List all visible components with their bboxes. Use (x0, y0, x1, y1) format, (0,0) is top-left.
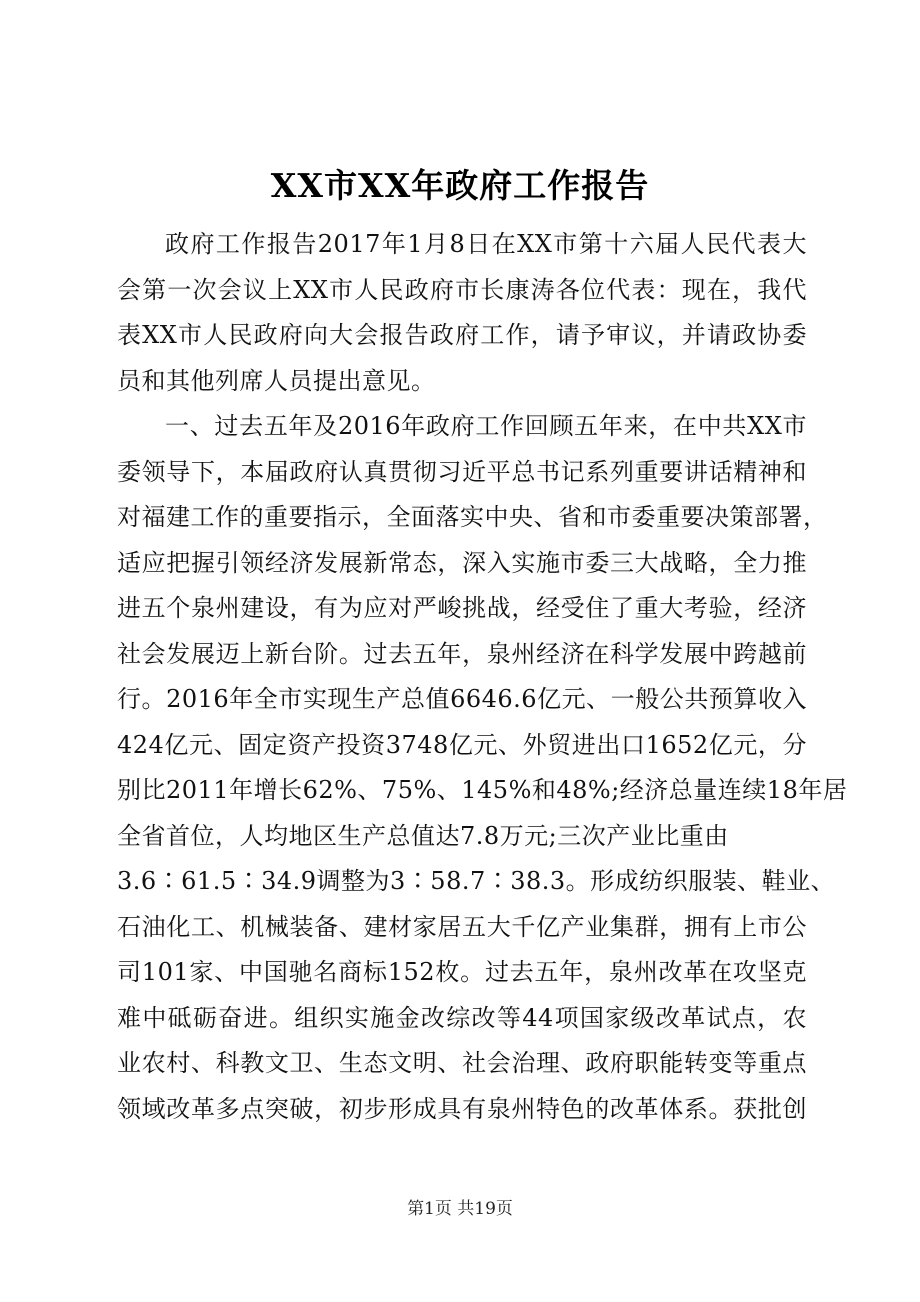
paragraph-1-line-3: 表XX市人民政府向大会报告政府工作，请予审议，并请政协委 (117, 321, 807, 349)
paragraph-2-line-10: 全省首位，人均地区生产总值达7.8万元;三次产业比重由 (117, 821, 729, 850)
paragraph-2-line-6: 社会发展迈上新台阶。过去五年，泉州经济在科学发展中跨越前 (117, 639, 807, 668)
paragraph-2-line-7: 行。2016年全市实现生产总值6646.6亿元、一般公共预算收入 (117, 685, 807, 713)
paragraph-2-line-8: 424亿元、固定资产投资3748亿元、外贸进出口1652亿元，分 (117, 730, 807, 759)
paragraph-2-line-13: 司101家、中国驰名商标152枚。过去五年，泉州改革在攻坚克 (117, 958, 807, 986)
paragraph-1-line-2: 会第一次会议上XX市人民政府市长康涛各位代表：现在，我代 (117, 275, 807, 304)
paragraph-2-line-3: 对福建工作的重要指示，全面落实中央、省和市委重要决策部署， (117, 503, 828, 531)
paragraph-2-line-14: 难中砥砺奋进。组织实施金改综改等44项国家级改革试点，农 (117, 1003, 807, 1032)
document-title: XX市XX年政府工作报告 (270, 166, 650, 205)
paragraph-2-line-1: 一、过去五年及2016年政府工作回顾五年来，在中共XX市 (165, 412, 807, 440)
paragraph-2-line-15: 业农村、科教文卫、生态文明、社会治理、政府职能转变等重点 (117, 1049, 807, 1077)
page-number-footer: 第1页 共19页 (407, 1199, 513, 1219)
paragraph-2-line-11: 3.6∶61.5∶34.9调整为3∶58.7∶38.3。形成纺织服装、鞋业、 (117, 867, 836, 895)
paragraph-2-line-9: 别比2011年增长62%、75%、145%和48%;经济总量连续18年居 (117, 776, 848, 804)
paragraph-1-line-4: 员和其他列席人员提出意见。 (117, 366, 436, 395)
paragraph-2-line-2: 委领导下，本届政府认真贯彻习近平总书记系列重要讲话精神和 (117, 457, 807, 486)
paragraph-2-line-16: 领域改革多点突破，初步形成具有泉州特色的改革体系。获批创 (117, 1094, 807, 1123)
paragraph-2-line-4: 适应把握引领经济发展新常态，深入实施市委三大战略，全力推 (117, 548, 807, 577)
paragraph-2-line-5: 进五个泉州建设，有为应对严峻挑战，经受住了重大考验，经济 (117, 594, 807, 622)
paragraph-2-line-12: 石油化工、机械装备、建材家居五大千亿产业集群，拥有上市公 (117, 912, 807, 941)
document-body (117, 222, 848, 1132)
paragraph-1-line-1: 政府工作报告2017年1月8日在XX市第十六届人民代表大 (165, 230, 807, 258)
